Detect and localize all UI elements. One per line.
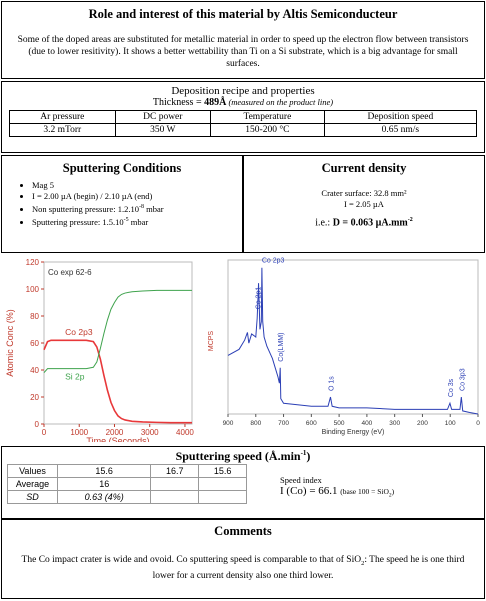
table-row — [8, 478, 247, 491]
y-axis-label: Atomic Conc (%) — [5, 309, 15, 377]
plot-area — [228, 257, 478, 414]
chart-legend-text: Co exp 62-6 — [48, 268, 92, 277]
table-cell — [199, 478, 247, 491]
row-label-average: Average — [8, 478, 58, 491]
table-cell: 16.7 — [151, 465, 199, 478]
xps-survey-svg — [202, 256, 486, 442]
table-row — [8, 465, 247, 478]
depth-profile-chart — [2, 256, 200, 442]
role-text: Some of the doped areas are substituted for metallic material in order to speed up the electron flow between transistors (due to lower resitivity). It shows a better wettability than Ti on a Si substrate, which is a big advantage for small surfaces. — [17, 35, 469, 69]
x-tick-label: 0 — [476, 420, 480, 427]
thickness-label: Thickness = — [152, 97, 205, 108]
peak-label: Co(LMM) — [278, 332, 286, 362]
x-tick-label: 4000 — [176, 428, 194, 437]
x-axis-label: Binding Energy (eV) — [321, 429, 385, 436]
sputtering-speed-table — [7, 464, 247, 504]
speed-index-block — [280, 475, 394, 499]
deposition-section — [1, 81, 485, 153]
x-tick-label: 3000 — [140, 428, 159, 437]
table-cell — [151, 478, 199, 491]
x-tick-label: 800 — [250, 420, 262, 427]
depth-profile-svg — [2, 256, 200, 442]
y-tick-label: 80 — [30, 312, 39, 321]
peak-label: Co 3s — [447, 378, 455, 398]
x-tick-label: 2000 — [105, 428, 124, 437]
sputtering-speed-section — [1, 446, 485, 519]
x-tick-label: 200 — [417, 420, 428, 427]
y-axis-label: MCPS — [208, 330, 215, 352]
deposition-value-row — [10, 124, 477, 137]
thickness-line — [2, 97, 484, 108]
value-dc-power: 350 W — [115, 124, 210, 137]
peak-label: O 1s — [328, 376, 336, 391]
crater-surface: Crater surface: 32.8 mm² — [321, 188, 407, 198]
x-tick-label: 0 — [41, 428, 47, 437]
x-tick-label: 100 — [444, 420, 456, 427]
table-cell — [199, 491, 247, 504]
x-axis-label: Time (Seconds) — [86, 436, 150, 442]
speed-index-value: I (Co) = 66.1 (base 100 = SiO$_2$) — [280, 485, 395, 499]
y-tick-label: 100 — [25, 285, 39, 294]
sputtering-conditions-list — [2, 180, 242, 228]
table-cell: 15.6 — [58, 465, 151, 478]
current-density-title: Current density — [321, 161, 407, 175]
sputtering-conditions-title: Sputtering Conditions — [62, 161, 182, 175]
y-tick-label: 20 — [30, 393, 39, 402]
x-tick-label: 600 — [305, 420, 317, 427]
series-label-co-2p3: Co 2p3 — [65, 326, 93, 337]
header-dc-power: DC power — [115, 111, 210, 124]
peak-label: Co 3p3 — [459, 368, 467, 391]
table-cell: 15.6 — [199, 465, 247, 478]
current-density-result: i.e.: D = 0.063 $\mu A.mm^{-2}$ — [315, 217, 413, 229]
x-tick-label: 400 — [361, 420, 373, 427]
condition-item: • Non sputtering pressure: $1.2.10^{-8}$ mbar — [32, 202, 242, 215]
x-tick-label: 500 — [333, 420, 345, 427]
deposition-header-row — [10, 111, 477, 124]
deposition-table — [9, 110, 477, 137]
plot-area — [44, 262, 192, 424]
condition-item: • Sputtering pressure: $1.5.10^{-5}$ mbar — [32, 215, 242, 228]
xps-survey-chart — [202, 256, 486, 442]
y-tick-label: 0 — [34, 420, 39, 429]
comments-section — [1, 519, 485, 599]
current-density-section — [243, 155, 485, 253]
table-cell: 16 — [58, 478, 151, 491]
value-ar-pressure: 3.2 mTorr — [10, 124, 116, 137]
value-deposition-speed: 0.65 nm/s — [324, 124, 476, 137]
table-cell: 0.63 (4%) — [58, 491, 151, 504]
comments-text: The Co impact crater is wide and ovoid. Co sputtering speed is comparable to that of SiO$_2$: The speed he is one third lower for a current density also one third lower. — [21, 555, 465, 581]
header-deposition-speed: Deposition speed — [324, 111, 476, 124]
value-temperature: 150-200 °C — [211, 124, 325, 137]
condition-item: • I = 2.00 µA (begin) / 2.10 µA (end) — [32, 191, 242, 202]
x-tick-label: 1000 — [70, 428, 89, 437]
current-value: I = 2.05 µA — [344, 199, 384, 209]
series-label-si-2p: Si 2p — [65, 371, 85, 382]
deposition-title: Deposition recipe and properties — [171, 85, 315, 97]
peak-label: Co 2p1 — [255, 286, 263, 310]
x-tick-label: 900 — [222, 420, 234, 427]
role-section — [1, 1, 485, 79]
sputtering-conditions-section — [1, 155, 243, 253]
x-tick-label: 700 — [278, 420, 289, 427]
thickness-value: 489Å — [204, 97, 227, 108]
row-label-values: Values — [8, 465, 58, 478]
thickness-note: (measured on the product line) — [226, 97, 334, 107]
row-label-sd: SD — [8, 491, 58, 504]
y-tick-label: 40 — [30, 366, 39, 375]
table-cell — [151, 491, 199, 504]
header-temperature: Temperature — [211, 111, 325, 124]
condition-item: • Mag 5 — [32, 180, 242, 191]
role-title: Role and interest of this material by Altis Semiconducteur — [88, 7, 398, 21]
peak-label: Co 2p3 — [261, 257, 285, 265]
x-tick-label: 300 — [389, 420, 401, 427]
comments-title: Comments — [214, 524, 272, 538]
y-tick-label: 120 — [25, 258, 39, 267]
speed-index-label: Speed index — [280, 475, 322, 485]
table-row — [8, 491, 247, 504]
y-tick-label: 60 — [30, 339, 39, 348]
header-ar-pressure: Ar pressure — [10, 111, 116, 124]
sputtering-speed-title: Sputtering speed $(Å.\min^{-1})$ — [175, 449, 311, 463]
